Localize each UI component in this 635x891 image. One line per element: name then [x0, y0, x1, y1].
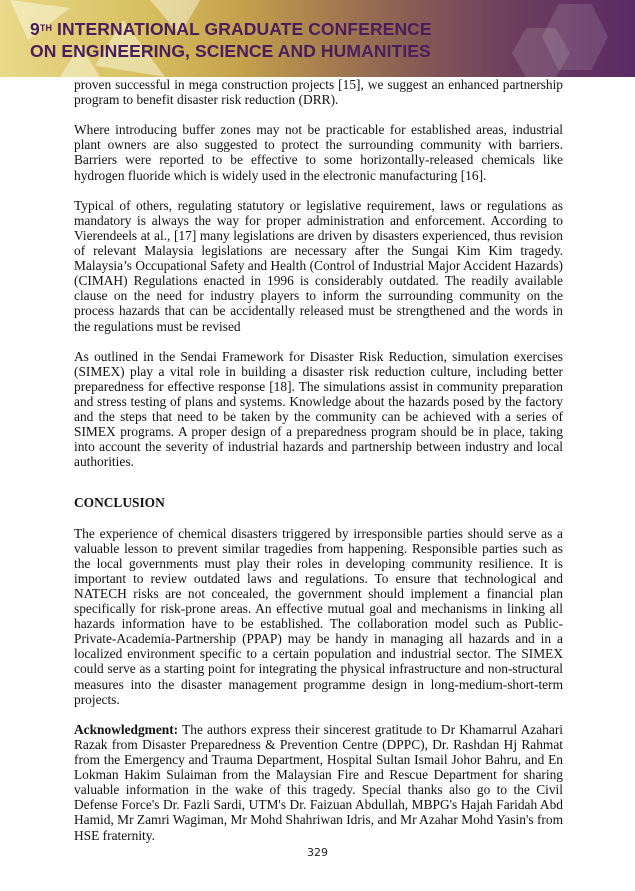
acknowledgment-paragraph [74, 722, 563, 843]
acknowledgment-label: Acknowledgment: [74, 721, 179, 737]
body-paragraph: As outlined in the Sendai Framework for Disaster Risk Reduction, simulation exercises (SIMEX) play a vital role in building a disaster risk reduction culture, including better preparedness for effective response [18]. The simulations assist in community preparation and stress testing of plans and systems. Knowledge about the hazards posed by the factory and the steps that need to be taken by the community can be achieved with a series of SIMEX programs. A proper design of a preparedness program should be in place, taking into account the severity of industrial hazards and partnership between industry and local authorities. [74, 348, 563, 470]
conference-title-line-1: 9TH INTERNATIONAL GRADUATE CONFERENCE [30, 19, 432, 39]
body-paragraph: proven successful in mega construction projects [15], we suggest an enhanced partnership program to benefit disaster risk reduction (DRR). [74, 77, 563, 108]
document-body [74, 77, 563, 858]
conclusion-paragraph: The experience of chemical disasters triggered by irresponsible parties should serve as a valuable lesson to prevent similar tragedies from happening. Responsible parties such as the local governments must play their roles in developing community resilience. It is important to review outdated laws and regulations. To ensure that technological and NATECH risks are not concealed, the government should implement a financial plan specifically for risk-prone areas. An effective mutual goal and mechanisms in linking all hazards information have to be established. The collaboration model such as Public-Private-Academia-Partnership (PPAP) may be handy in managing all hazards and in a localized environment specific to a certain population and industrial sector. The SIMEX could serve as a starting point for integrating the physical infrastructure and non-structural measures into the disaster management programme design in long-medium-short-term projects. [74, 525, 563, 707]
conference-header-banner [0, 0, 635, 77]
conference-title [30, 18, 432, 62]
conference-title-line-2: ON ENGINEERING, SCIENCE AND HUMANITIES [30, 41, 431, 61]
acknowledgment-text: The authors express their sincerest gratitude to Dr Khamarrul Azahari Razak from Disaster Preparedness & Prevention Centre (DPPC), Dr. Rashdan Hj Rahmat from the Emergency and Trauma Department, Hospital Sultan Ismail Johor Bahru, and En Lokman Hakim Sulaiman from the Malaysian Fire and Rescue Department for sharing valuable information in the wake of this tragedy. Special thanks also go to the Civil Defense Force's Dr. Fazli Sardi, UTM's Dr. Faizuan Abdullah, MBPG's Hajah Faridah Abd Hamid, Mr Zamri Wagiman, Mr Mohd Shahriwan Idris, and Mr Azahar Mohd Yasin's from HSE fraternity. [74, 721, 563, 843]
body-paragraph: Typical of others, regulating statutory or legislative requirement, laws or regulations as mandatory is always the way for proper administration and enforcement. According to Vierendeels at al., [17] many legislations are driven by disasters experienced, thus revision of relevant Malaysia legislations are necessary after the Sungai Kim Kim tragedy. Malaysia’s Occupational Safety and Health (Control of Industrial Major Accident Hazards) (CIMAH) Regulations enacted in 1996 is considerably outdated. The readily available clause on the need for industry players to inform the surrounding community on the process hazards that can be accidentally released must be strengthened and the words in the regulations must be revised [74, 197, 563, 334]
conclusion-heading: CONCLUSION [74, 495, 165, 511]
page-number: 329 [307, 846, 328, 859]
body-paragraph: Where introducing buffer zones may not be practicable for established areas, industrial plant owners are also suggested to protect the surrounding community with barriers. Barriers were reported to be effective to some horizontally-released chemicals like hydrogen fluoride which is widely used in the electronic manufacturing [16]. [74, 122, 563, 183]
